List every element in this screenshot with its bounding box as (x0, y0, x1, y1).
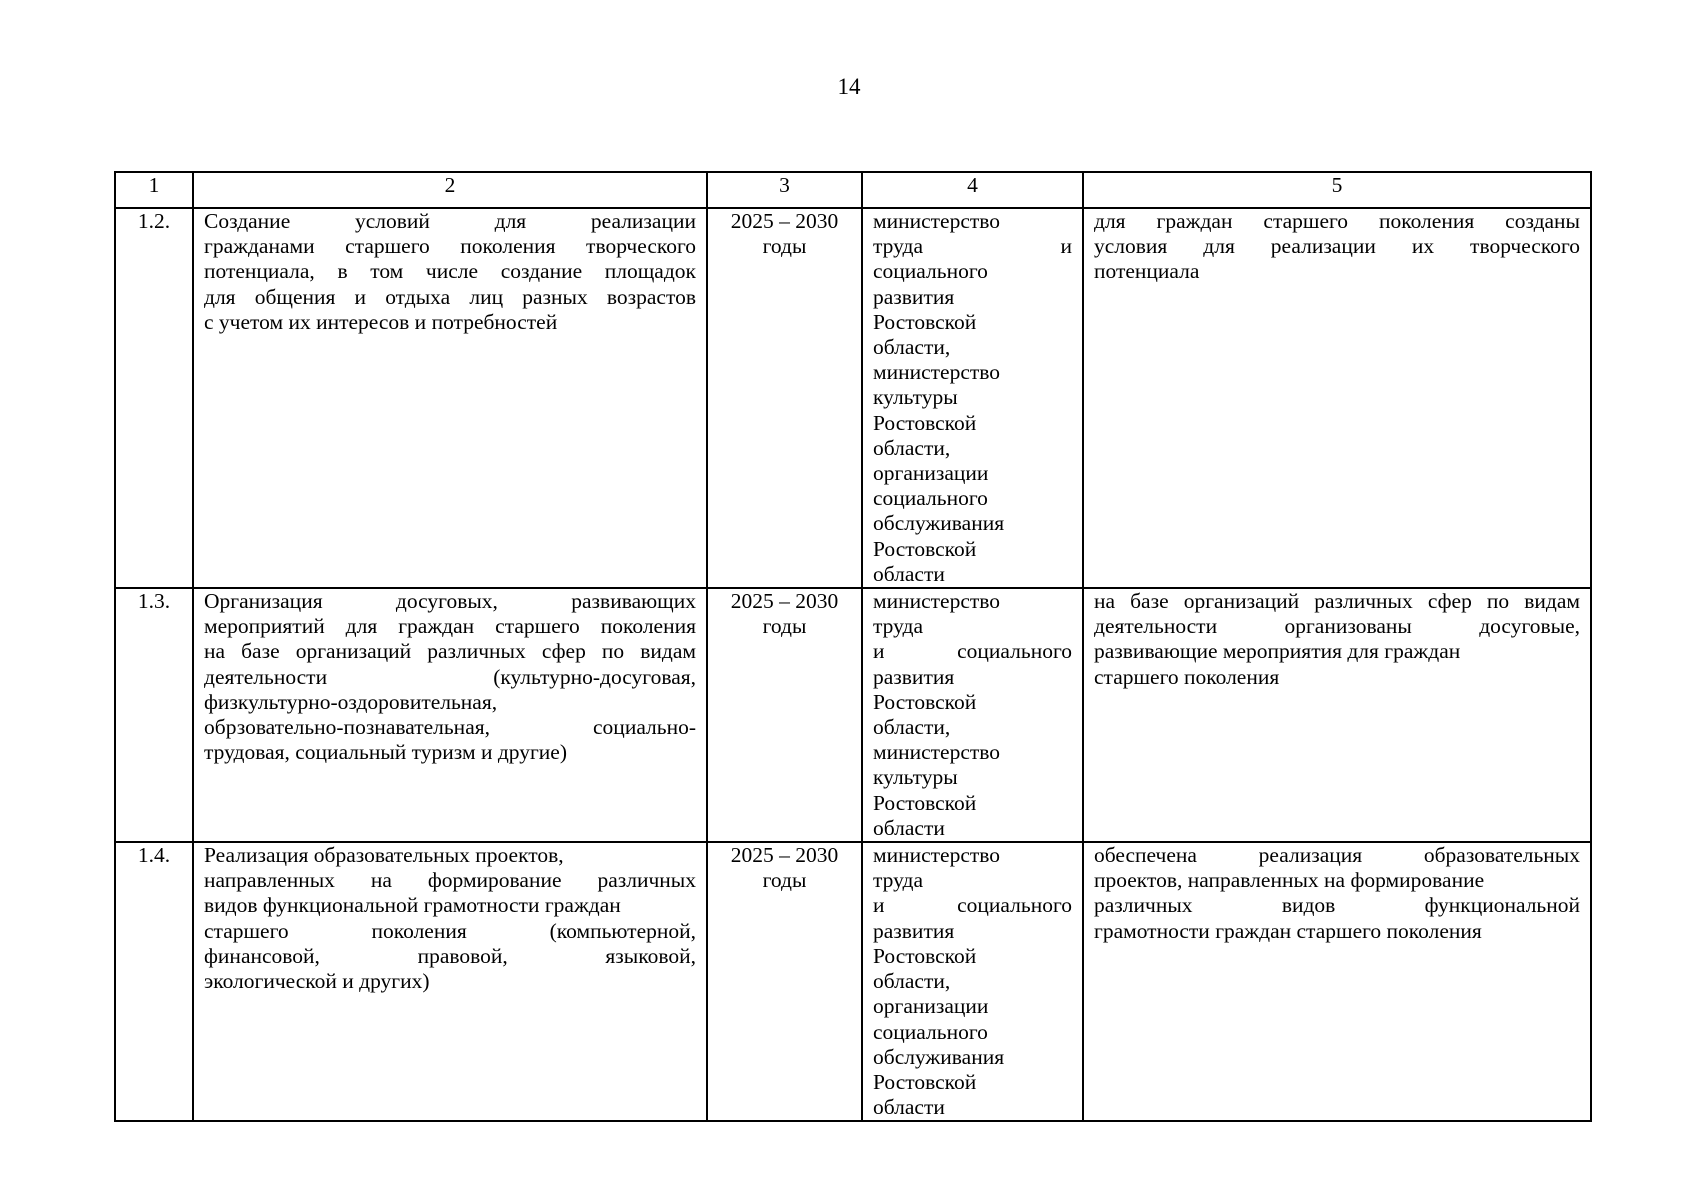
text-line: труда (873, 868, 924, 893)
result-cell (1083, 588, 1591, 842)
text-line: условия для реализации их творческого (1094, 234, 1580, 259)
text-line: 2025 – 2030 (730, 209, 839, 233)
text-line: Ростовской (873, 410, 977, 435)
row-number-cell: 1.4. (115, 842, 193, 1121)
text-line: видов функциональной грамотности граждан (204, 893, 621, 918)
text-line: области, (873, 435, 951, 460)
table-row (115, 208, 1591, 588)
table-row (115, 588, 1591, 842)
text-line: физкультурно-оздоровительная, (204, 689, 498, 714)
text-line: 2025 – 2030 (730, 843, 839, 868)
header-cell-4: 4 (862, 172, 1083, 208)
table-header-row (115, 172, 1591, 208)
text-line: Ростовской (873, 689, 977, 714)
header-cell-1: 1 (115, 172, 193, 208)
text-line: на базе организаций различных сфер по видам (1094, 589, 1580, 614)
text-line: министерство (873, 589, 1001, 614)
text-line: Ростовской (873, 943, 977, 968)
text-line: годы (762, 614, 807, 639)
text-line: организации (873, 994, 989, 1019)
text-line: годы (762, 234, 807, 259)
period-cell (707, 208, 862, 588)
text-line: Организация досуговых, развивающих (204, 589, 696, 614)
text-line: области, (873, 715, 951, 740)
text-line: Ростовской (873, 1069, 977, 1094)
page-number: 14 (837, 74, 861, 99)
result-cell (1083, 842, 1591, 1121)
text-line: экологической и других) (204, 969, 430, 994)
text-line: культуры (873, 385, 958, 410)
text-line: Реализация образовательных проектов, (204, 843, 564, 868)
executor-cell (862, 842, 1083, 1121)
period-cell (707, 588, 862, 842)
text-line: Ростовской (873, 309, 977, 334)
text-line: обслуживания (873, 511, 1005, 536)
text-line: организации (873, 461, 989, 486)
text-line: развития (873, 664, 955, 689)
period-cell (707, 842, 862, 1121)
text-line: и социального (873, 893, 1072, 918)
header-cell-5: 5 (1083, 172, 1591, 208)
text-line: обрзовательно-познавательная, социально- (204, 715, 696, 740)
text-line: деятельности организованы досуговые, (1094, 614, 1580, 639)
text-line: на базе организаций различных сфер по видам (204, 639, 696, 664)
text-line: Создание условий для реализации (204, 209, 696, 233)
text-line: культуры (873, 765, 958, 790)
text-line: министерство (873, 360, 1001, 385)
text-line: развития (873, 918, 955, 943)
text-line: области, (873, 969, 951, 994)
plan-table (114, 171, 1592, 1122)
header-cell-3: 3 (707, 172, 862, 208)
text-line: социального (873, 486, 988, 511)
result-cell (1083, 208, 1591, 588)
text-line: развивающие мероприятия для граждан (1094, 639, 1461, 664)
text-line: финансовой, правовой, языковой, (204, 943, 696, 968)
text-line: развития (873, 284, 955, 309)
text-line: потенциала (1094, 259, 1200, 284)
text-line: потенциала, в том числе создание площадок (204, 259, 696, 284)
text-line: министерство (873, 209, 1001, 233)
text-line: области (873, 1095, 945, 1120)
text-line: министерство (873, 843, 1001, 868)
action-cell (193, 208, 707, 588)
text-line: министерство (873, 740, 1001, 765)
text-line: труда и (873, 234, 1072, 259)
text-line: с учетом их интересов и потребностей (204, 309, 558, 334)
row-number-cell: 1.3. (115, 588, 193, 842)
text-line: труда (873, 614, 924, 639)
text-line: деятельности (культурно-досуговая, (204, 664, 696, 689)
text-line: обеспечена реализация образовательных (1094, 843, 1580, 868)
text-line: области (873, 815, 945, 840)
action-cell (193, 588, 707, 842)
text-line: обслуживания (873, 1044, 1005, 1069)
text-line: для общения и отдыха лиц разных возрастов (204, 284, 696, 309)
text-line: проектов, направленных на формирование (1094, 868, 1485, 893)
text-line: направленных на формирование различных (204, 868, 696, 893)
text-line: социального (873, 1019, 988, 1044)
text-line: старшего поколения (компьютерной, (204, 918, 696, 943)
text-line: области, (873, 335, 951, 360)
text-line: 2025 – 2030 (730, 589, 839, 614)
text-line: Ростовской (873, 536, 977, 561)
text-line: грамотности граждан старшего поколения (1094, 918, 1482, 943)
text-line: мероприятий для граждан старшего поколения (204, 614, 696, 639)
text-line: различных видов функциональной (1094, 893, 1580, 918)
text-line: и социального (873, 639, 1072, 664)
row-number-cell: 1.2. (115, 208, 193, 588)
text-line: для граждан старшего поколения созданы (1094, 209, 1580, 233)
header-cell-2: 2 (193, 172, 707, 208)
executor-cell (862, 588, 1083, 842)
action-cell (193, 842, 707, 1121)
executor-cell (862, 208, 1083, 588)
text-line: области (873, 561, 945, 586)
text-line: годы (762, 868, 807, 893)
text-line: социального (873, 259, 988, 284)
text-line: гражданами старшего поколения творческого (204, 234, 696, 259)
text-line: Ростовской (873, 790, 977, 815)
table-row (115, 842, 1591, 1121)
text-line: старшего поколения (1094, 664, 1280, 689)
text-line: трудовая, социальный туризм и другие) (204, 740, 568, 765)
